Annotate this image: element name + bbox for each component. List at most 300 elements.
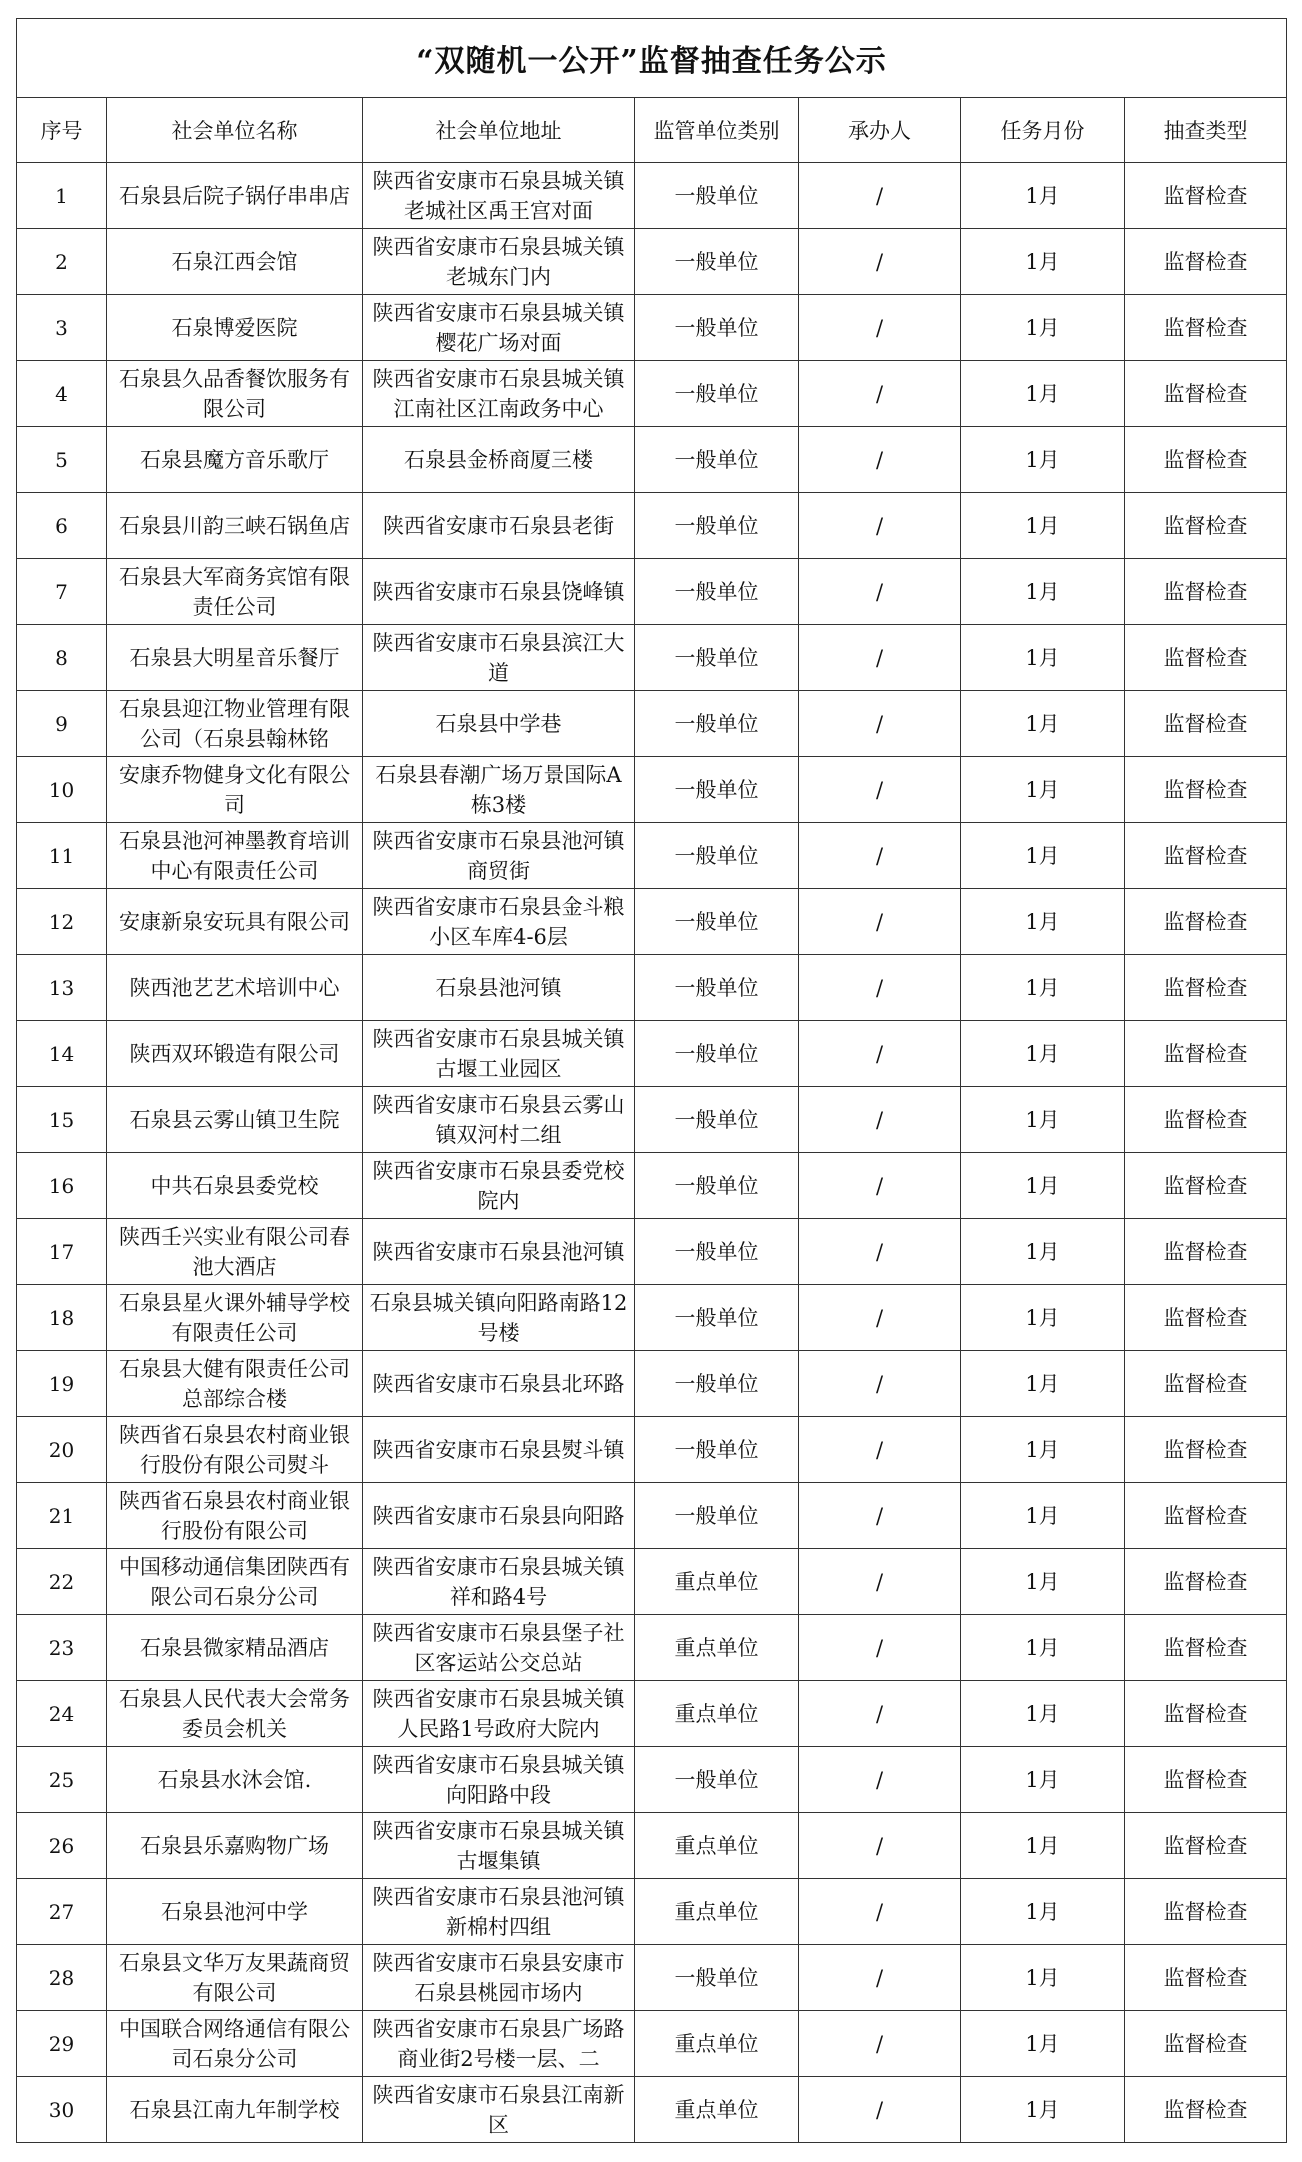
cell-name	[107, 889, 363, 955]
cell-name	[107, 1285, 363, 1351]
cell-handler-text: /	[875, 975, 884, 1000]
cell-name	[107, 361, 363, 427]
cell-handler	[799, 2077, 961, 2143]
cell-address-text: 陕西省安康市石泉县熨斗镇	[372, 1437, 625, 1462]
page-title: “双随机一公开”监督抽查任务公示	[17, 19, 1287, 98]
table-row	[17, 1153, 1287, 1219]
cell-type	[1125, 955, 1287, 1021]
cell-type	[1125, 691, 1287, 757]
cell-handler-text: /	[875, 1107, 884, 1132]
cell-address	[363, 1483, 635, 1549]
column-header-address: 社会单位地址	[363, 98, 635, 163]
table-row	[17, 1549, 1287, 1615]
cell-type	[1125, 1813, 1287, 1879]
cell-type-text: 监督检查	[1163, 711, 1248, 736]
cell-no-text: 23	[48, 1635, 75, 1660]
cell-category-text: 一般单位	[674, 249, 759, 274]
cell-category	[635, 955, 799, 1021]
cell-month	[961, 955, 1125, 1021]
cell-handler	[799, 1351, 961, 1417]
cell-handler	[799, 427, 961, 493]
cell-category-text: 一般单位	[674, 381, 759, 406]
cell-type	[1125, 1681, 1287, 1747]
cell-name-text: 石泉县乐嘉购物广场	[140, 1833, 329, 1858]
cell-name	[107, 1615, 363, 1681]
cell-address	[363, 889, 635, 955]
cell-no-text: 5	[55, 447, 68, 472]
column-header-name: 社会单位名称	[107, 98, 363, 163]
cell-month-text: 1月	[1025, 1635, 1060, 1660]
cell-address	[363, 493, 635, 559]
cell-type-text: 监督检查	[1163, 843, 1248, 868]
cell-no-text: 28	[48, 1965, 75, 1990]
cell-address	[363, 1417, 635, 1483]
cell-type-text: 监督检查	[1163, 1305, 1248, 1330]
cell-type-text: 监督检查	[1163, 1833, 1248, 1858]
cell-handler	[799, 1945, 961, 2011]
cell-handler	[799, 1747, 961, 1813]
cell-category	[635, 1945, 799, 2011]
cell-address	[363, 691, 635, 757]
table-row	[17, 625, 1287, 691]
cell-category	[635, 1879, 799, 1945]
cell-handler	[799, 1879, 961, 1945]
cell-address	[363, 1219, 635, 1285]
cell-address-text: 陕西省安康市石泉县滨江大道	[372, 630, 625, 685]
cell-category-text: 一般单位	[674, 645, 759, 670]
cell-type-text: 监督检查	[1163, 1173, 1248, 1198]
cell-handler-text: /	[875, 1701, 884, 1726]
cell-handler	[799, 691, 961, 757]
cell-name	[107, 559, 363, 625]
cell-type	[1125, 2077, 1287, 2143]
cell-handler	[799, 823, 961, 889]
cell-type-text: 监督检查	[1163, 315, 1248, 340]
cell-type-text: 监督检查	[1163, 1371, 1248, 1396]
cell-name-text: 石泉县魔方音乐歌厅	[140, 447, 329, 472]
cell-no	[17, 625, 107, 691]
cell-category	[635, 1087, 799, 1153]
column-header-handler: 承办人	[799, 98, 961, 163]
cell-type	[1125, 1087, 1287, 1153]
cell-category	[635, 1483, 799, 1549]
cell-type-text: 监督检查	[1163, 447, 1248, 472]
cell-address-text: 陕西省安康市石泉县金斗粮小区车库4-6层	[372, 894, 625, 949]
cell-name-text: 安康新泉安玩具有限公司	[119, 909, 350, 934]
cell-month-text: 1月	[1025, 249, 1060, 274]
cell-handler-text: /	[875, 1965, 884, 1990]
cell-name	[107, 757, 363, 823]
cell-month-text: 1月	[1025, 2097, 1060, 2122]
cell-category	[635, 889, 799, 955]
column-header-type: 抽查类型	[1125, 98, 1287, 163]
cell-name-text: 石泉县大军商务宾馆有限责任公司	[119, 564, 350, 619]
cell-no	[17, 889, 107, 955]
cell-handler	[799, 163, 961, 229]
cell-category	[635, 625, 799, 691]
cell-category	[635, 427, 799, 493]
cell-month-text: 1月	[1025, 1173, 1060, 1198]
table-row	[17, 2077, 1287, 2143]
cell-name	[107, 1021, 363, 1087]
cell-handler	[799, 1087, 961, 1153]
cell-address-text: 陕西省安康市石泉县云雾山镇双河村二组	[372, 1092, 625, 1147]
cell-name-text: 石泉县后院子锅仔串串店	[119, 183, 350, 208]
cell-name	[107, 1417, 363, 1483]
cell-name-text: 石泉县川韵三峡石锅鱼店	[119, 513, 350, 538]
cell-type-text: 监督检查	[1163, 2097, 1248, 2122]
table-row	[17, 361, 1287, 427]
cell-handler	[799, 1615, 961, 1681]
cell-handler-text: /	[875, 2031, 884, 2056]
table-row	[17, 163, 1287, 229]
cell-name	[107, 493, 363, 559]
cell-address-text: 石泉县城关镇向阳路南路12号楼	[369, 1290, 628, 1345]
cell-name-text: 石泉县星火课外辅导学校有限责任公司	[119, 1290, 350, 1345]
cell-category	[635, 2077, 799, 2143]
cell-address-text: 陕西省安康市石泉县老街	[383, 513, 614, 538]
cell-name-text: 中国联合网络通信有限公司石泉分公司	[119, 2016, 350, 2071]
table-row	[17, 559, 1287, 625]
cell-name-text: 石泉县人民代表大会常务委员会机关	[119, 1686, 350, 1741]
cell-month-text: 1月	[1025, 1305, 1060, 1330]
cell-month	[961, 1021, 1125, 1087]
cell-address	[363, 1285, 635, 1351]
cell-type	[1125, 1945, 1287, 2011]
cell-month	[961, 493, 1125, 559]
cell-name-text: 石泉县久品香餐饮服务有限公司	[119, 366, 350, 421]
cell-category-text: 一般单位	[674, 1173, 759, 1198]
cell-no	[17, 1747, 107, 1813]
table-row	[17, 1351, 1287, 1417]
cell-no-text: 11	[48, 843, 75, 868]
cell-no-text: 12	[48, 909, 75, 934]
cell-no-text: 19	[48, 1371, 75, 1396]
cell-month	[961, 1549, 1125, 1615]
cell-month	[961, 295, 1125, 361]
table-row	[17, 1681, 1287, 1747]
cell-type	[1125, 1021, 1287, 1087]
cell-category-text: 一般单位	[674, 315, 759, 340]
column-header-month: 任务月份	[961, 98, 1125, 163]
cell-handler-text: /	[875, 909, 884, 934]
cell-category	[635, 1747, 799, 1813]
cell-month-text: 1月	[1025, 1569, 1060, 1594]
cell-category-text: 一般单位	[674, 909, 759, 934]
table-row	[17, 1945, 1287, 2011]
cell-category	[635, 823, 799, 889]
cell-handler-text: /	[875, 711, 884, 736]
cell-address-text: 陕西省安康市石泉县城关镇人民路1号政府大院内	[372, 1686, 625, 1741]
table-row	[17, 493, 1287, 559]
cell-name-text: 石泉县大健有限责任公司总部综合楼	[119, 1356, 350, 1411]
cell-month-text: 1月	[1025, 645, 1060, 670]
cell-category-text: 一般单位	[674, 183, 759, 208]
cell-address	[363, 1087, 635, 1153]
cell-name	[107, 1879, 363, 1945]
cell-no-text: 4	[55, 381, 68, 406]
cell-name	[107, 955, 363, 1021]
cell-month-text: 1月	[1025, 513, 1060, 538]
cell-name-text: 石泉县池河神墨教育培训中心有限责任公司	[119, 828, 350, 883]
cell-handler-text: /	[875, 1833, 884, 1858]
cell-no-text: 27	[48, 1899, 75, 1924]
cell-month-text: 1月	[1025, 579, 1060, 604]
table-row	[17, 823, 1287, 889]
cell-month	[961, 163, 1125, 229]
cell-handler-text: /	[875, 1899, 884, 1924]
cell-no	[17, 1681, 107, 1747]
cell-month	[961, 2077, 1125, 2143]
cell-month	[961, 1615, 1125, 1681]
cell-address-text: 陕西省安康市石泉县城关镇老城东门内	[372, 234, 625, 289]
cell-no-text: 9	[55, 711, 68, 736]
cell-name-text: 石泉县大明星音乐餐厅	[129, 645, 340, 670]
cell-name-text: 中国移动通信集团陕西有限公司石泉分公司	[119, 1554, 350, 1609]
cell-name	[107, 625, 363, 691]
cell-address-text: 陕西省安康市石泉县北环路	[372, 1371, 625, 1396]
cell-type-text: 监督检查	[1163, 1899, 1248, 1924]
cell-handler	[799, 955, 961, 1021]
cell-handler-text: /	[875, 1635, 884, 1660]
cell-no-text: 26	[48, 1833, 75, 1858]
cell-month	[961, 1681, 1125, 1747]
cell-month-text: 1月	[1025, 2031, 1060, 2056]
cell-month	[961, 1945, 1125, 2011]
cell-address-text: 陕西省安康市石泉县城关镇樱花广场对面	[372, 300, 625, 355]
cell-name-text: 陕西双环锻造有限公司	[129, 1041, 340, 1066]
cell-month-text: 1月	[1025, 1239, 1060, 1264]
cell-no	[17, 2077, 107, 2143]
task-sheet	[16, 18, 1286, 2143]
cell-no	[17, 1879, 107, 1945]
cell-category	[635, 757, 799, 823]
cell-no-text: 7	[55, 579, 68, 604]
cell-no	[17, 2011, 107, 2077]
cell-name-text: 陕西壬兴实业有限公司春池大酒店	[119, 1224, 350, 1279]
cell-category	[635, 1219, 799, 1285]
cell-name	[107, 2077, 363, 2143]
cell-type	[1125, 1747, 1287, 1813]
cell-month-text: 1月	[1025, 843, 1060, 868]
cell-handler	[799, 295, 961, 361]
table-row	[17, 295, 1287, 361]
cell-name	[107, 1681, 363, 1747]
cell-name	[107, 1945, 363, 2011]
cell-month-text: 1月	[1025, 1041, 1060, 1066]
cell-name	[107, 823, 363, 889]
cell-no	[17, 1021, 107, 1087]
cell-type-text: 监督检查	[1163, 249, 1248, 274]
cell-month-text: 1月	[1025, 381, 1060, 406]
cell-category	[635, 361, 799, 427]
cell-handler	[799, 1021, 961, 1087]
cell-handler-text: /	[875, 447, 884, 472]
cell-type	[1125, 1615, 1287, 1681]
cell-no-text: 10	[48, 777, 75, 802]
cell-name-text: 陕西池艺艺术培训中心	[129, 975, 340, 1000]
cell-address	[363, 955, 635, 1021]
cell-type-text: 监督检查	[1163, 1437, 1248, 1462]
cell-type-text: 监督检查	[1163, 183, 1248, 208]
table-row	[17, 427, 1287, 493]
cell-no	[17, 559, 107, 625]
cell-category-text: 一般单位	[674, 1239, 759, 1264]
cell-handler-text: /	[875, 315, 884, 340]
cell-month-text: 1月	[1025, 1899, 1060, 1924]
table-row	[17, 1879, 1287, 1945]
cell-month	[961, 1153, 1125, 1219]
cell-handler	[799, 1813, 961, 1879]
cell-name	[107, 1087, 363, 1153]
cell-address-text: 石泉县中学巷	[435, 711, 562, 736]
cell-month	[961, 229, 1125, 295]
cell-address	[363, 1681, 635, 1747]
cell-month	[961, 757, 1125, 823]
cell-no	[17, 229, 107, 295]
cell-type	[1125, 1483, 1287, 1549]
cell-no	[17, 427, 107, 493]
cell-name-text: 石泉县文华万友果蔬商贸有限公司	[119, 1950, 350, 2005]
cell-month	[961, 889, 1125, 955]
cell-month	[961, 427, 1125, 493]
cell-month	[961, 1747, 1125, 1813]
cell-handler	[799, 1219, 961, 1285]
cell-type	[1125, 1219, 1287, 1285]
cell-no-text: 8	[55, 645, 68, 670]
cell-no	[17, 1945, 107, 2011]
cell-type	[1125, 163, 1287, 229]
cell-type-text: 监督检查	[1163, 645, 1248, 670]
cell-month	[961, 1351, 1125, 1417]
cell-handler	[799, 1549, 961, 1615]
cell-category-text: 一般单位	[674, 1767, 759, 1792]
table-row	[17, 1615, 1287, 1681]
table-row	[17, 1285, 1287, 1351]
cell-address	[363, 295, 635, 361]
cell-month-text: 1月	[1025, 1371, 1060, 1396]
cell-month	[961, 2011, 1125, 2077]
cell-type-text: 监督检查	[1163, 2031, 1248, 2056]
cell-handler-text: /	[875, 777, 884, 802]
cell-category-text: 一般单位	[674, 843, 759, 868]
cell-category-text: 一般单位	[674, 975, 759, 1000]
cell-month	[961, 1879, 1125, 1945]
cell-name	[107, 691, 363, 757]
cell-name	[107, 427, 363, 493]
cell-address-text: 陕西省安康市石泉县城关镇祥和路4号	[372, 1554, 625, 1609]
cell-address-text: 陕西省安康市石泉县城关镇江南社区江南政务中心	[372, 366, 625, 421]
cell-category-text: 重点单位	[674, 1569, 759, 1594]
cell-handler-text: /	[875, 843, 884, 868]
cell-no	[17, 163, 107, 229]
cell-handler-text: /	[875, 1767, 884, 1792]
cell-no	[17, 493, 107, 559]
cell-handler-text: /	[875, 1569, 884, 1594]
cell-handler-text: /	[875, 1371, 884, 1396]
cell-handler	[799, 889, 961, 955]
cell-month	[961, 691, 1125, 757]
cell-address	[363, 1615, 635, 1681]
cell-category-text: 一般单位	[674, 1305, 759, 1330]
cell-handler-text: /	[875, 2097, 884, 2122]
cell-address-text: 石泉县池河镇	[435, 975, 562, 1000]
cell-type-text: 监督检查	[1163, 1503, 1248, 1528]
cell-month-text: 1月	[1025, 1107, 1060, 1132]
cell-name	[107, 163, 363, 229]
table-row	[17, 2011, 1287, 2077]
cell-handler	[799, 625, 961, 691]
cell-category	[635, 1153, 799, 1219]
cell-category-text: 一般单位	[674, 579, 759, 604]
cell-address-text: 陕西省安康市石泉县池河镇新棉村四组	[372, 1884, 625, 1939]
column-header-no: 序号	[17, 98, 107, 163]
cell-category	[635, 559, 799, 625]
cell-type	[1125, 757, 1287, 823]
cell-name-text: 石泉县微家精品酒店	[140, 1635, 329, 1660]
cell-address	[363, 1351, 635, 1417]
cell-month	[961, 1417, 1125, 1483]
table-row	[17, 955, 1287, 1021]
cell-type	[1125, 1417, 1287, 1483]
cell-month-text: 1月	[1025, 1437, 1060, 1462]
cell-handler-text: /	[875, 1173, 884, 1198]
cell-name-text: 中共石泉县委党校	[150, 1173, 319, 1198]
cell-category	[635, 163, 799, 229]
cell-no-text: 18	[48, 1305, 75, 1330]
table-row	[17, 889, 1287, 955]
cell-no-text: 20	[48, 1437, 75, 1462]
cell-no	[17, 1615, 107, 1681]
cell-no	[17, 1483, 107, 1549]
cell-category-text: 一般单位	[674, 447, 759, 472]
cell-address	[363, 1747, 635, 1813]
cell-month	[961, 1285, 1125, 1351]
cell-address-text: 陕西省安康市石泉县广场路商业街2号楼一层、二	[372, 2016, 625, 2071]
table-row	[17, 1417, 1287, 1483]
cell-no-text: 14	[48, 1041, 75, 1066]
cell-name	[107, 229, 363, 295]
column-header-category: 监管单位类别	[635, 98, 799, 163]
cell-type	[1125, 229, 1287, 295]
cell-address	[363, 361, 635, 427]
cell-address	[363, 1549, 635, 1615]
cell-no-text: 2	[55, 249, 68, 274]
cell-handler	[799, 1417, 961, 1483]
cell-no-text: 6	[55, 513, 68, 538]
cell-no	[17, 1549, 107, 1615]
cell-name	[107, 295, 363, 361]
cell-address	[363, 163, 635, 229]
cell-address	[363, 229, 635, 295]
cell-month-text: 1月	[1025, 447, 1060, 472]
cell-name-text: 石泉县池河中学	[161, 1899, 308, 1924]
cell-name	[107, 1351, 363, 1417]
cell-type	[1125, 361, 1287, 427]
cell-category-text: 一般单位	[674, 1965, 759, 1990]
table-body	[17, 163, 1287, 2143]
cell-category-text: 一般单位	[674, 1371, 759, 1396]
cell-category-text: 重点单位	[674, 2031, 759, 2056]
cell-category	[635, 1285, 799, 1351]
cell-name-text: 石泉县江南九年制学校	[129, 2097, 340, 2122]
cell-address	[363, 1945, 635, 2011]
cell-month-text: 1月	[1025, 909, 1060, 934]
cell-no-text: 30	[48, 2097, 75, 2122]
cell-month-text: 1月	[1025, 975, 1060, 1000]
cell-category	[635, 229, 799, 295]
cell-type	[1125, 625, 1287, 691]
